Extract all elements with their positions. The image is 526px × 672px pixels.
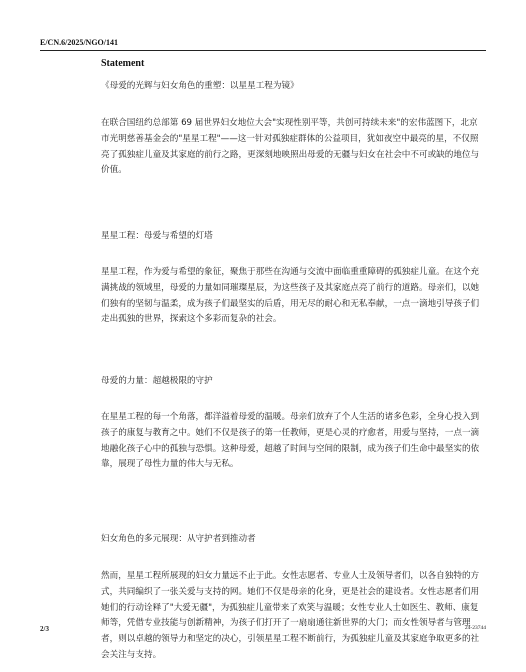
paragraph-mother-love: 在星星工程的每一个角落，都洋溢着母爱的温暖。母亲们放弃了个人生活的诸多色彩，全身心投入到孩子的康复与教育之中。她们不仅是孩子的第一任教师，更是心灵的疗愈者，用爱与坚持，一点一滴地融化孩子心中的孤独与恐惧。这种母爱，超越了时间与空间的限制，成为孩子们生命中最坚实的依靠，展现了母性力量的伟大与无私。 [101, 412, 480, 470]
job-number: 24-23744 [464, 625, 486, 631]
section-heading-women-roles: 妇女角色的多元展现：从守护者到推动者 [101, 534, 256, 544]
statement-title: 《母爱的光辉与妇女角色的重塑：以星星工程为镜》 [101, 81, 299, 91]
paragraph-women-roles: 然而，星星工程所展现的妇女力量远不止于此。女性志愿者、专业人士及领导者们，以各自独特的方式，共同编织了一张关爱与支持的网。她们不仅是母亲的化身，更是社会的建设者。女性志愿者们用她们的行动诠释了"大爱无疆"，为孤独症儿童带来了欢笑与温暖；女性专业人士如医生、教师、康复师等，凭借专业技能与创新精神，为孩子们打开了一扇扇通往新世界的大门；而女性领导者与管理者，则以卓越的领导力和坚定的决心，引领星星工程不断前行，为孤独症儿童及其家庭争取更多的社会关注与支持。 [101, 571, 480, 660]
statement-heading: Statement [101, 58, 145, 69]
section-heading-star-project: 星星工程：母爱与希望的灯塔 [101, 231, 213, 241]
header-divider [40, 50, 486, 51]
paragraph-star-project: 星星工程，作为爱与希望的象征，聚焦于那些在沟通与交流中面临重重障碍的孤独症儿童。在这个充满挑战的领域里，母爱的力量如同璀璨星辰，为这些孩子及其家庭点亮了前行的道路。母亲们，以她们独有的坚韧与温柔，成为孩子们最坚实的后盾，用无尽的耐心和无私奉献，一点一滴地引导孩子们走出孤独的世界，探索这个多彩而复杂的社会。 [101, 267, 480, 325]
section-heading-mother-love: 母爱的力量：超越极限的守护 [101, 376, 213, 386]
document-symbol: E/CN.6/2025/NGO/141 [40, 38, 119, 47]
paragraph-intro: 在联合国纽约总部第 69 届世界妇女地位大会"实现性别平等，共创可持续未来"的宏伟蓝图下，北京市光明慈善基金会的"星星工程"——这一针对孤独症群体的公益项目，犹如夜空中最亮的星，不仅照亮了孤独症儿童及其家庭的前行之路，更深刻地映照出母爱的无疆与妇女在社会中不可或缺的地位与价值。 [101, 118, 480, 176]
page-number: 2/3 [40, 625, 49, 633]
